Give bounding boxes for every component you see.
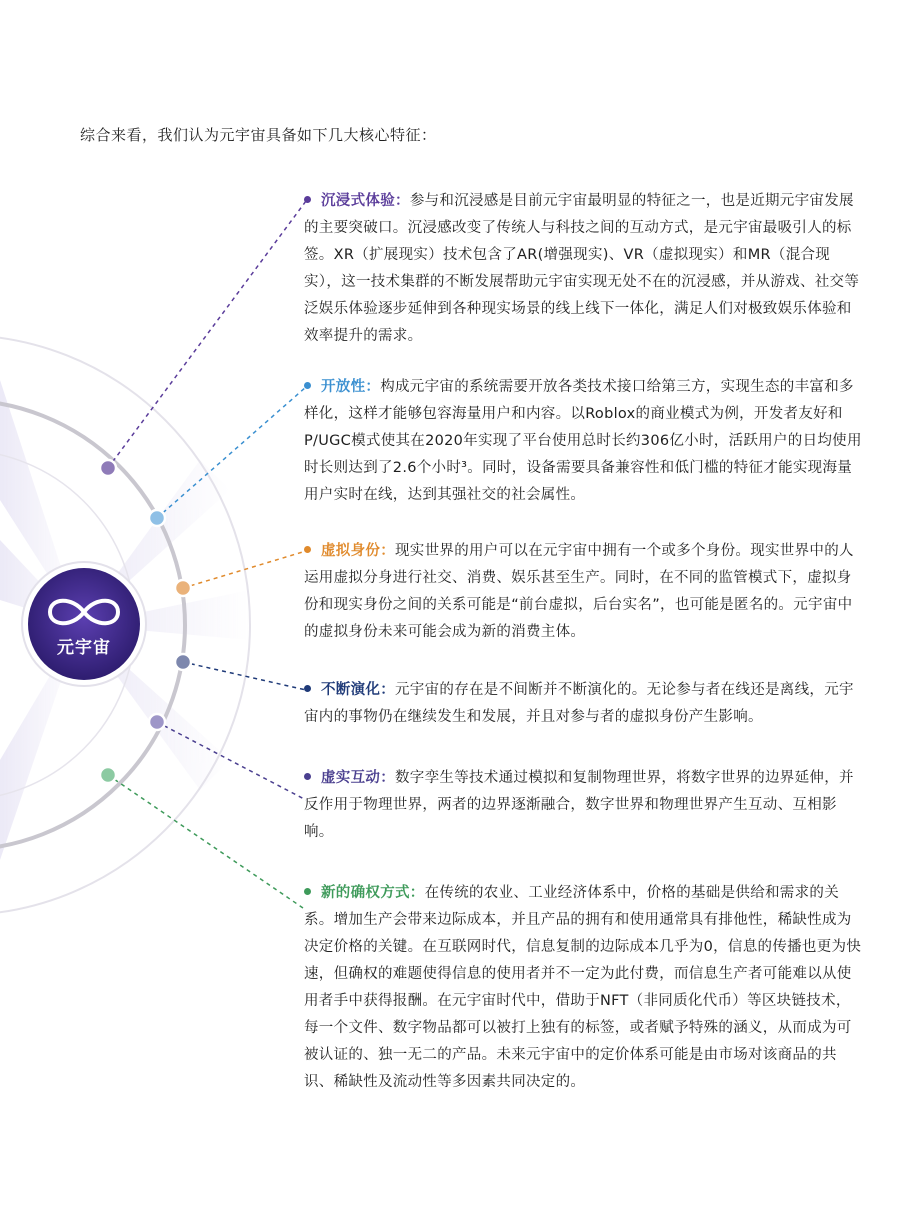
feature-body: 参与和沉浸感是目前元宇宙最明显的特征之一，也是近期元宇宙发展的主要突破口。沉浸感改变了传统人与科技之间的互动方式，是元宇宙最吸引人的标签。XR（扩展现实）技术包含了AR(增强现实)、VR（虚拟现实）和MR（混合现实），这一技术集群的不断发展帮助元宇宙实现无处不在的沉浸感，并从游戏、社交等泛娱乐体验逐步延伸到各种现实场景的线上线下一体化，满足人们对极致娱乐体验和效率提升的需求。	[304, 193, 860, 344]
feature-immersive	[304, 188, 864, 350]
feature-virtual-identity	[304, 538, 864, 646]
feature-title: 新的确权方式：	[321, 885, 425, 901]
feature-title: 开放性：	[321, 379, 381, 395]
bullet-icon	[304, 685, 311, 692]
bullet-icon	[304, 773, 311, 780]
feature-interaction	[304, 765, 864, 846]
feature-title: 虚实互动：	[321, 770, 395, 786]
bullet-icon	[304, 888, 311, 895]
node-interaction	[149, 714, 165, 730]
feature-ownership	[304, 880, 864, 1096]
feature-body: 数字孪生等技术通过模拟和复制物理世界，将数字世界的边界延伸，并反作用于物理世界，两者的边界逐渐融合，数字世界和物理世界产生互动、互相影响。	[304, 770, 854, 840]
bullet-icon	[304, 546, 311, 553]
bullet-icon	[304, 382, 311, 389]
node-immersive	[100, 460, 116, 476]
feature-body: 构成元宇宙的系统需要开放各类技术接口给第三方，实现生态的丰富和多样化，这样才能够包容海量用户和内容。以Roblox的商业模式为例，开发者友好和P/UGC模式使其在2020年实现了平台使用总时长约306亿小时，活跃用户的日均使用时长则达到了2.6个小时³。同时，设备需要具备兼容性和低门槛的特征才能实现海量用户实时在线，达到其强社交的社会属性。	[304, 379, 862, 503]
feature-body: 在传统的农业、工业经济体系中，价格的基础是供给和需求的关系。增加生产会带来边际成本，并且产品的拥有和使用通常具有排他性，稀缺性成为决定价格的关键。在互联网时代，信息复制的边际成本几乎为0，信息的传播也更为快速，但确权的难题使得信息的使用者并不一定为此付费，而信息生产者可能难以从使用者手中获得报酬。在元宇宙时代中，借助于NFT（非同质化代币）等区块链技术，每一个文件、数字物品都可以被打上独有的标签，或者赋予特殊的涵义，从而成为可被认证的、独一无二的产品。未来元宇宙中的定价体系可能是由市场对该商品的共识、稀缺性及流动性等多因素共同决定的。	[304, 885, 862, 1090]
feature-body: 元宇宙的存在是不间断并不断演化的。无论参与者在线还是离线，元宇宙内的事物仍在继续发生和发展，并且对参与者的虚拟身份产生影响。	[304, 682, 854, 725]
feature-body: 现实世界的用户可以在元宇宙中拥有一个或多个身份。现实世界中的人运用虚拟分身进行社交、消费、娱乐甚至生产。同时，在不同的监管模式下，虚拟身份和现实身份之间的关系可能是“前台虚拟，后台实名”，也可能是匿名的。元宇宙中的虚拟身份未来可能会成为新的消费主体。	[304, 543, 854, 640]
bullet-icon	[304, 196, 311, 203]
hub-label: 元宇宙	[57, 638, 111, 658]
hub	[22, 562, 146, 686]
feature-title: 沉浸式体验：	[321, 193, 410, 209]
feature-title: 不断演化：	[321, 682, 395, 698]
node-evolution	[175, 654, 191, 670]
node-ownership	[100, 767, 116, 783]
node-openness	[149, 510, 165, 526]
node-virtual-identity	[175, 580, 191, 596]
feature-evolution	[304, 677, 864, 731]
intro-text: 综合来看，我们认为元宇宙具备如下几大核心特征：	[80, 126, 437, 144]
feature-title: 虚拟身份：	[321, 543, 395, 559]
feature-openness	[304, 374, 864, 509]
